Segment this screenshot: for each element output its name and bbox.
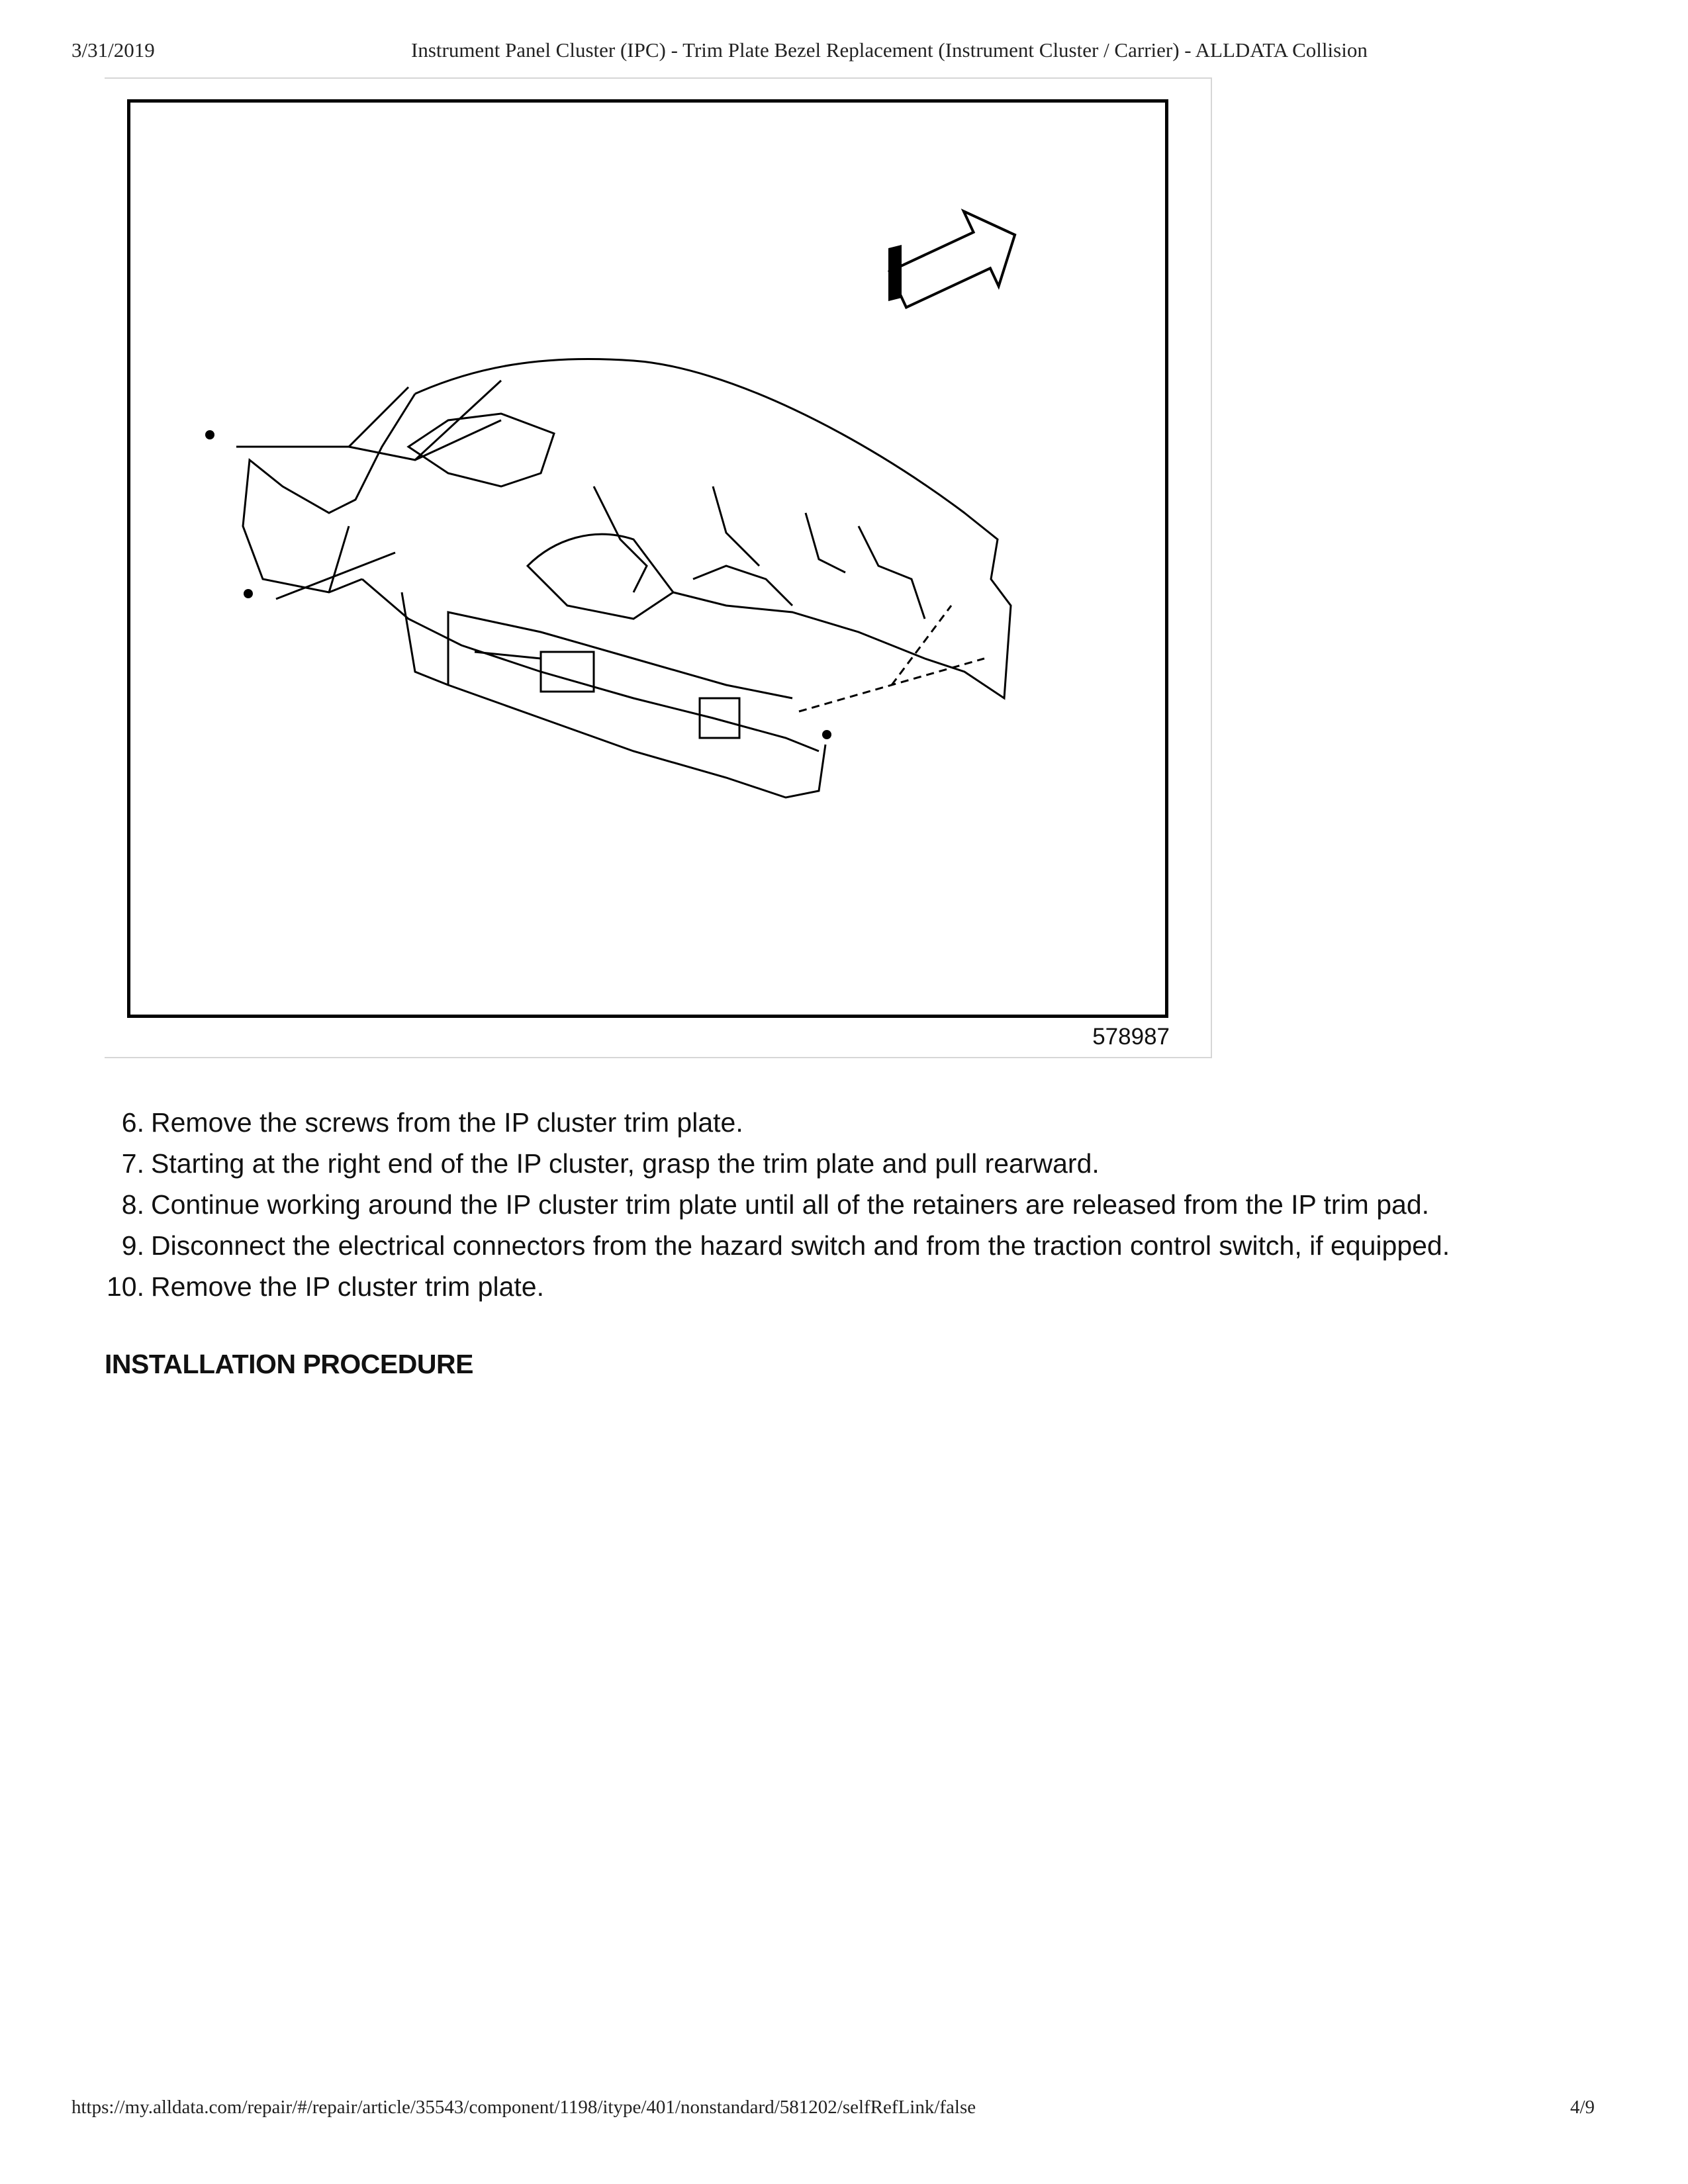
step-number: 10.: [107, 1271, 144, 1302]
page-number: 4/9: [1570, 2097, 1595, 2118]
instrument-panel-diagram: [130, 103, 1165, 1015]
section-heading: INSTALLATION PROCEDURE: [105, 1349, 473, 1379]
step-text: Continue working around the IP cluster trim plate until all of the retainers are released from the IP trim pad.: [151, 1189, 1430, 1220]
figure-number: 578987: [1092, 1024, 1170, 1050]
step-number: 6.: [121, 1107, 144, 1138]
removal-steps-list: [105, 1102, 1450, 1307]
step-number: 7.: [121, 1148, 144, 1179]
step-text: Remove the IP cluster trim plate.: [151, 1271, 544, 1302]
list-item: [105, 1266, 1450, 1307]
step-text: Remove the screws from the IP cluster trim plate.: [151, 1107, 743, 1138]
page-title: Instrument Panel Cluster (IPC) - Trim Plate Bezel Replacement (Instrument Cluster / Carrier) - ALLDATA Collision: [411, 38, 1368, 62]
list-item: [105, 1184, 1450, 1225]
print-date: 3/31/2019: [71, 38, 155, 62]
screw-icon: [205, 430, 831, 739]
figure-panel: [105, 77, 1212, 1058]
footer-url: https://my.alldata.com/repair/#/repair/article/35543/component/1198/itype/401/nonstandard/581202/selfRefLink/false: [71, 2097, 976, 2118]
list-item: [105, 1143, 1450, 1184]
step-text: Starting at the right end of the IP cluster, grasp the trim plate and pull rearward.: [151, 1148, 1100, 1179]
step-number: 9.: [121, 1230, 144, 1261]
list-item: [105, 1102, 1450, 1143]
dashboard-outline: [243, 359, 1011, 797]
direction-arrow-icon: [880, 196, 1032, 326]
figure-frame: [127, 99, 1168, 1018]
leader-lines: [236, 381, 984, 711]
step-number: 8.: [121, 1189, 144, 1220]
list-item: [105, 1225, 1450, 1266]
step-text: Disconnect the electrical connectors from the hazard switch and from the traction control switch, if equipped.: [151, 1230, 1450, 1261]
